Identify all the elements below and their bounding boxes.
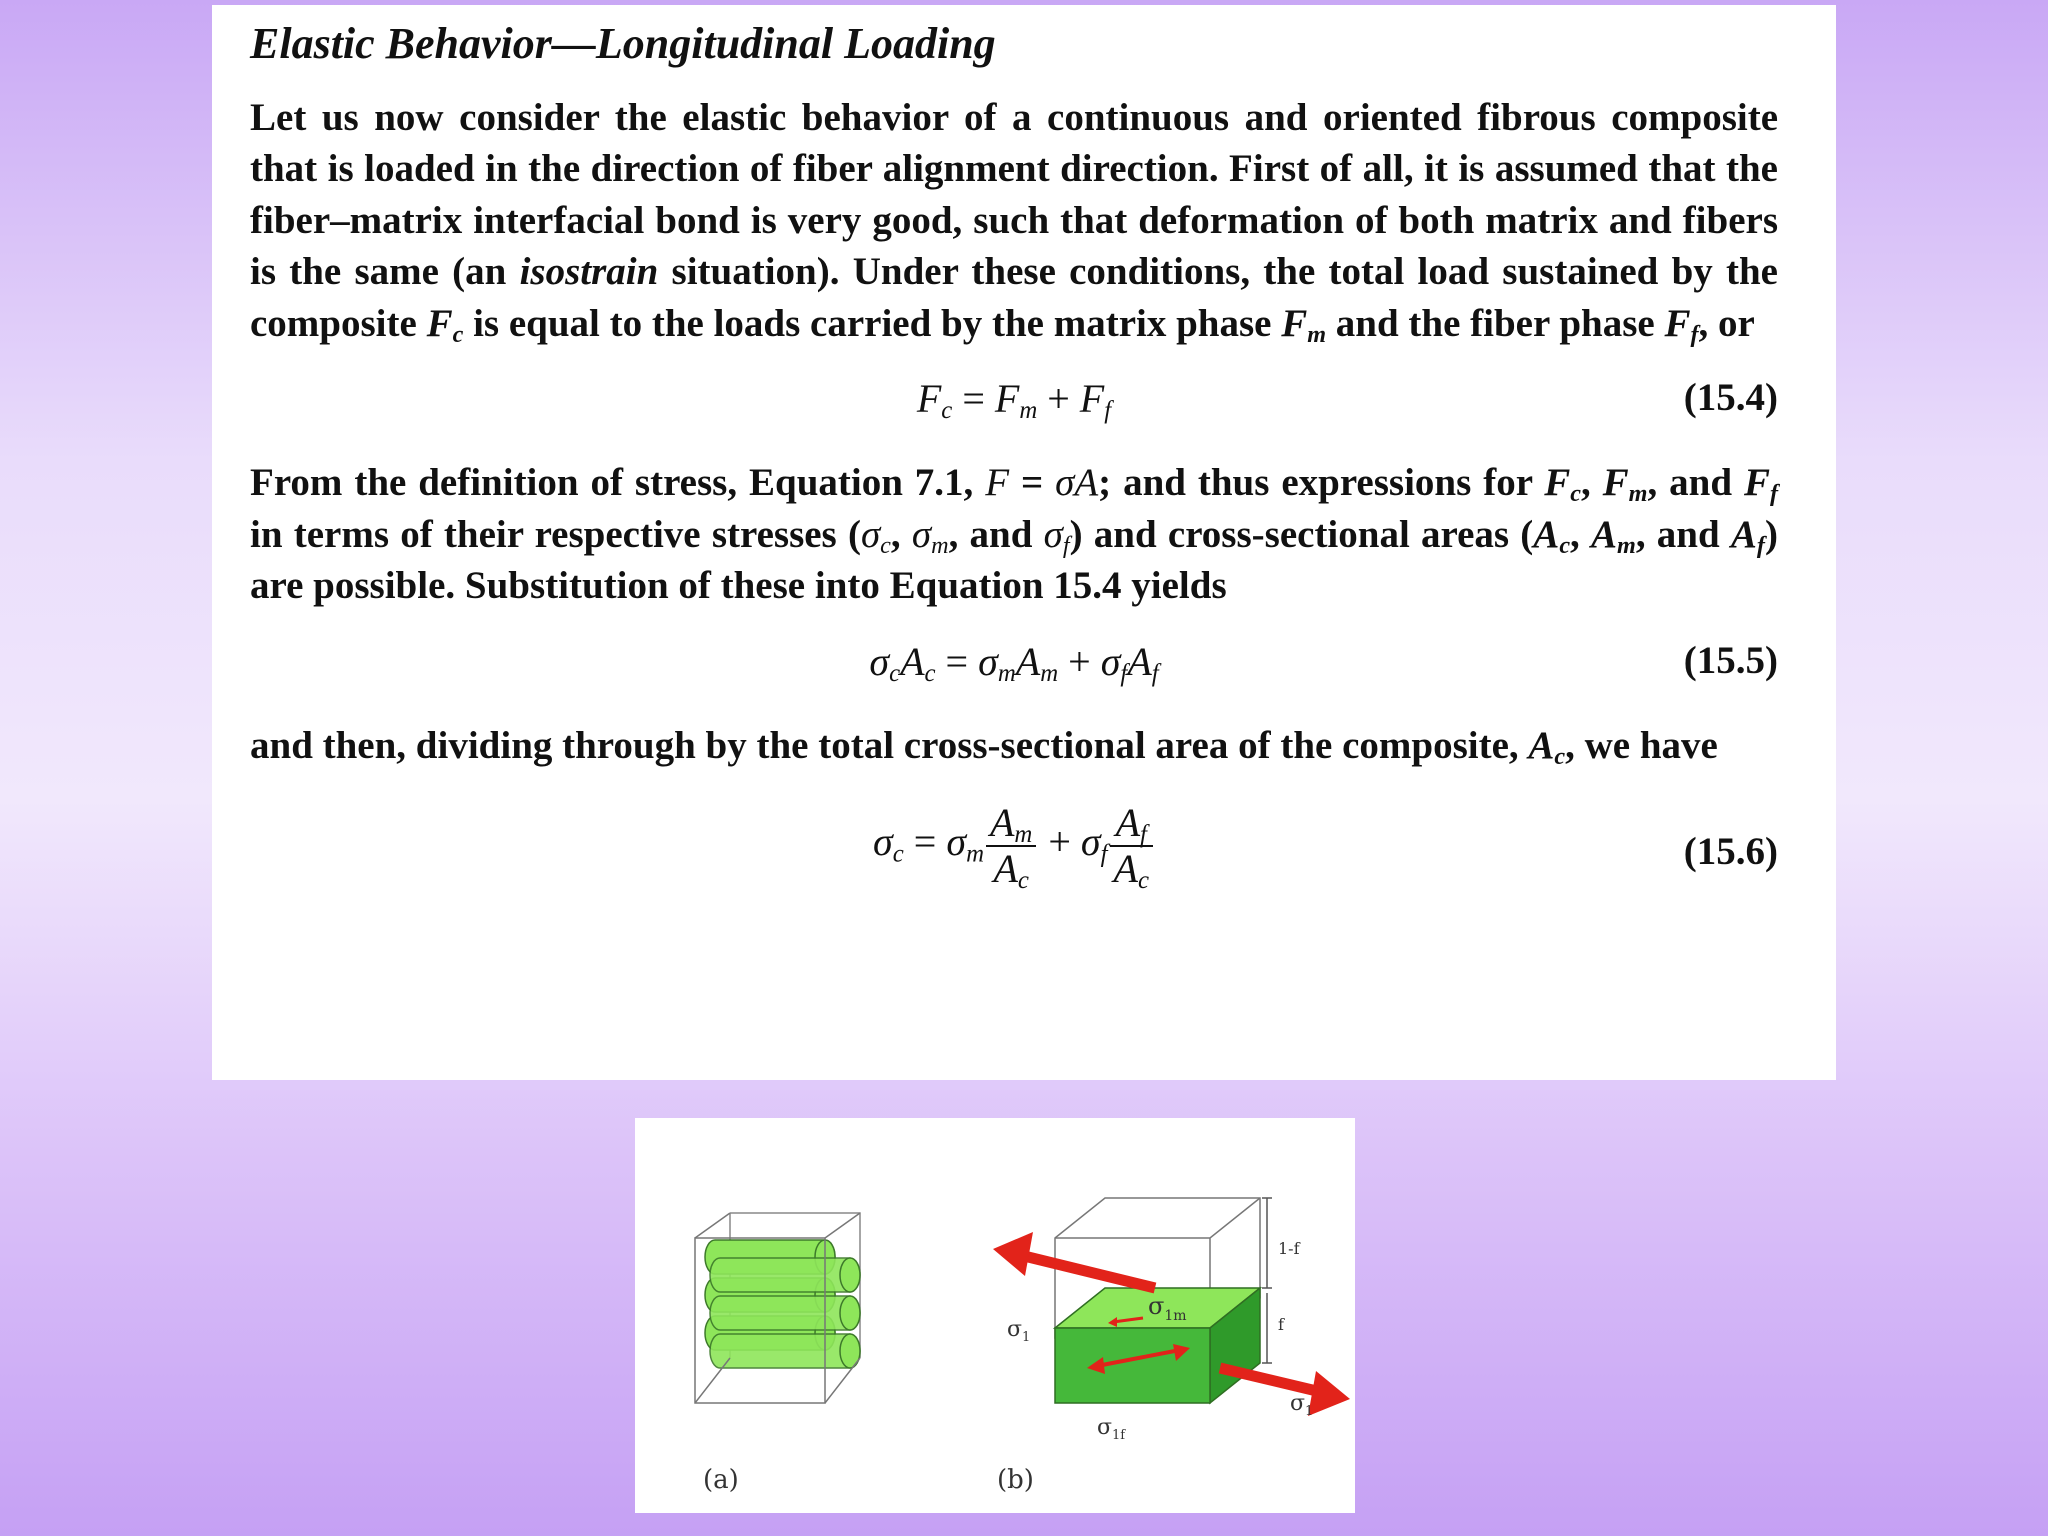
para1-text-5: , or: [1698, 301, 1755, 345]
para2-text-4: in terms of their respective stresses (: [250, 512, 861, 556]
label-a: (a): [703, 1465, 739, 1495]
sigma-1f-label: $\sigma_{1f}$: [1097, 1415, 1126, 1443]
paragraph-1: Let us now consider the elastic behavior of a continuous and oriented fibrous composite that is loaded in the direction of fiber alignment direction. First of all, it is assumed that the fiber–matrix interfacial bond is very good, such that deformation of both matrix and fibers is the same (an isostrain situation). Under these conditions, the total load sustained by the composite $F_c$ is equal to the loads carried by the matrix phase $F_m$ and the fiber phase $F_f$, or: [250, 95, 1778, 348]
sigma-1-left-label: $\sigma_1$: [1007, 1317, 1031, 1345]
label-b: (b): [997, 1465, 1034, 1495]
equation-15-4-formula: $F_c = F_m + F_f$: [916, 376, 1112, 425]
para1-text-3: is equal to the loads carried by the matrix phase: [463, 301, 1282, 345]
figure-panel: [635, 1118, 1355, 1513]
para1-text-2: situation). Under these conditions, the total load sustained by the composite: [250, 250, 1778, 345]
para1-text-1: Let us now consider the elastic behavior of a continuous and oriented fibrous composite that is loaded in the direction of fiber alignment direction. First of all, it is assumed that the fiber–matrix interfacial bond is very good, such that deformation of both matrix and fibers is the same (an: [250, 95, 1778, 294]
para1-text-4: and the fiber phase: [1326, 301, 1665, 345]
para3-text-2: , we have: [1565, 723, 1718, 767]
para2-text-3: , and: [1647, 461, 1744, 505]
figure-a-fiber-bundle: [695, 1213, 860, 1403]
para1-italic: isostrain: [519, 250, 659, 294]
equation-15-6-formula: $\sigma_c = \sigma_m$ $\frac{A_m}{A_c}$ + $\sigma_f$ $\frac{A_f}{A_c}$: [250, 801, 1778, 891]
text-panel: [212, 5, 1836, 1080]
sigma-1-right-label: $\sigma_1$: [1290, 1391, 1314, 1419]
equation-15-5-formula: $\sigma_cA_c = \sigma_mA_m + \sigma_fA_f$: [869, 638, 1159, 687]
section-heading: Elastic Behavior—Longitudinal Loading: [250, 19, 996, 68]
paragraph-3: and then, dividing through by the total cross-sectional area of the composite, $A_c$, we have: [250, 723, 1718, 770]
para2-text-2: ; and thus expressions for: [1098, 461, 1545, 505]
equation-15-6: [250, 801, 1778, 911]
sigma-1m-label: $\sigma_{1m}$: [1148, 1292, 1187, 1324]
equation-number: (15.4): [1683, 376, 1778, 420]
para2-text-5: ) and cross-sectional areas (: [1069, 512, 1534, 556]
composite-figure: [635, 1118, 1355, 1513]
equation-number: (15.6): [1683, 830, 1778, 874]
equation-15-4: [250, 375, 1778, 431]
equation-number: (15.5): [1683, 638, 1778, 682]
figure-b-laminate-block: [993, 1198, 1350, 1416]
para2-text-1: From the definition of stress, Equation 7.1,: [250, 461, 986, 505]
dim-label-bottom: f: [1278, 1315, 1284, 1334]
paragraph-2: From the definition of stress, Equation 7.1, F = σA; and thus expressions for $F_c$, $F_m$, and $F_f$ in terms of their respective stresses ($\sigma_c$, $\sigma_m$, and $\sigma_f$) and cross-sectional areas ($A_c$, $A_m$, and $A_f$) are possible. Substitution of these into Equation 15.4 yields: [250, 461, 1779, 608]
content: [250, 19, 1778, 937]
equation-15-5: [250, 638, 1778, 694]
para3-text-1: and then, dividing through by the total cross-sectional area of the composite,: [250, 723, 1529, 767]
dim-label-top: 1-f: [1278, 1239, 1300, 1258]
para2-text-6: ) are possible. Substitution of these into Equation 15.4 yields: [250, 512, 1778, 608]
